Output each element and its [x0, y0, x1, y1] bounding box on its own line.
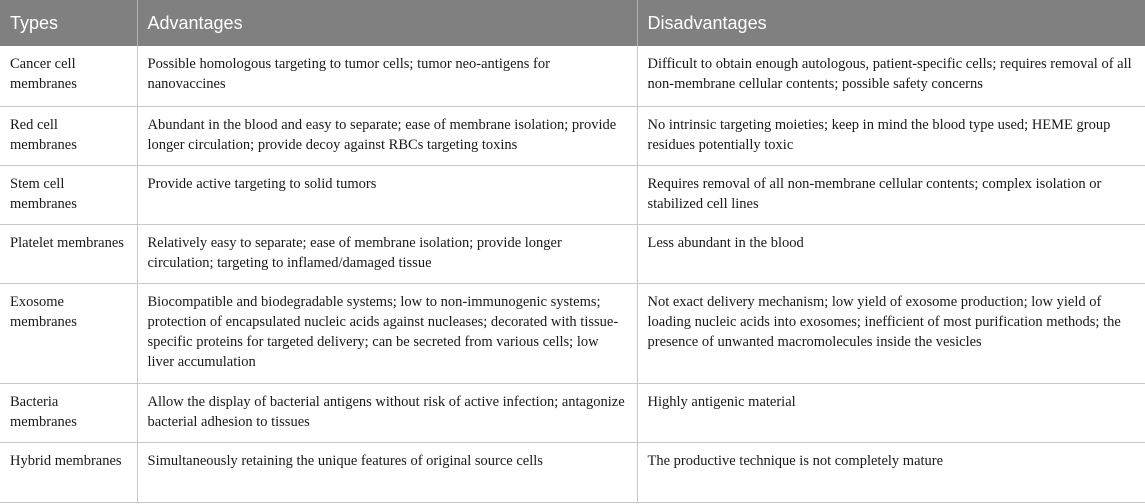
advantages-cell: Simultaneously retaining the unique features of original source cells: [137, 442, 637, 502]
header-advantages: Advantages: [137, 0, 637, 46]
type-cell: Hybrid membranes: [0, 442, 137, 502]
header-row: [0, 0, 1145, 46]
disadvantages-cell: Less abundant in the blood: [637, 224, 1145, 283]
table-row: [0, 283, 1145, 383]
header-types: Types: [0, 0, 137, 46]
type-cell: Stem cell membranes: [0, 165, 137, 224]
type-cell: Red cell membranes: [0, 106, 137, 165]
disadvantages-cell: Difficult to obtain enough autologous, patient-specific cells; requires removal of all non-membrane cellular contents; possible safety concerns: [637, 46, 1145, 106]
advantages-cell: Relatively easy to separate; ease of membrane isolation; provide longer circulation; targeting to inflamed/damaged tissue: [137, 224, 637, 283]
disadvantages-cell: Requires removal of all non-membrane cellular contents; complex isolation or stabilized cell lines: [637, 165, 1145, 224]
table-row: [0, 442, 1145, 502]
disadvantages-cell: Highly antigenic material: [637, 383, 1145, 442]
type-cell: Cancer cell membranes: [0, 46, 137, 106]
advantages-cell: Possible homologous targeting to tumor cells; tumor neo-antigens for nanovaccines: [137, 46, 637, 106]
table-body: [0, 46, 1145, 502]
type-cell: Exosome membranes: [0, 283, 137, 383]
disadvantages-cell: No intrinsic targeting moieties; keep in mind the blood type used; HEME group residues potentially toxic: [637, 106, 1145, 165]
type-cell: Bacteria membranes: [0, 383, 137, 442]
header-disadvantages: Disadvantages: [637, 0, 1145, 46]
table-row: [0, 383, 1145, 442]
table-row: [0, 224, 1145, 283]
table-header: [0, 0, 1145, 46]
advantages-cell: Abundant in the blood and easy to separate; ease of membrane isolation; provide longer circulation; provide decoy against RBCs targeting toxins: [137, 106, 637, 165]
advantages-cell: Biocompatible and biodegradable systems; low to non-immunogenic systems; protection of encapsulated nucleic acids against nucleases; decorated with tissue-specific proteins for targeted delivery; can be secreted from various cells; low liver accumulation: [137, 283, 637, 383]
disadvantages-cell: The productive technique is not completely mature: [637, 442, 1145, 502]
advantages-cell: Allow the display of bacterial antigens without risk of active infection; antagonize bacterial adhesion to tissues: [137, 383, 637, 442]
table-row: [0, 46, 1145, 106]
advantages-cell: Provide active targeting to solid tumors: [137, 165, 637, 224]
table-row: [0, 165, 1145, 224]
type-cell: Platelet membranes: [0, 224, 137, 283]
disadvantages-cell: Not exact delivery mechanism; low yield of exosome production; low yield of loading nucleic acids into exosomes; inefficient of most purification methods; the presence of unwanted macromolecules inside the vesicles: [637, 283, 1145, 383]
table-row: [0, 106, 1145, 165]
